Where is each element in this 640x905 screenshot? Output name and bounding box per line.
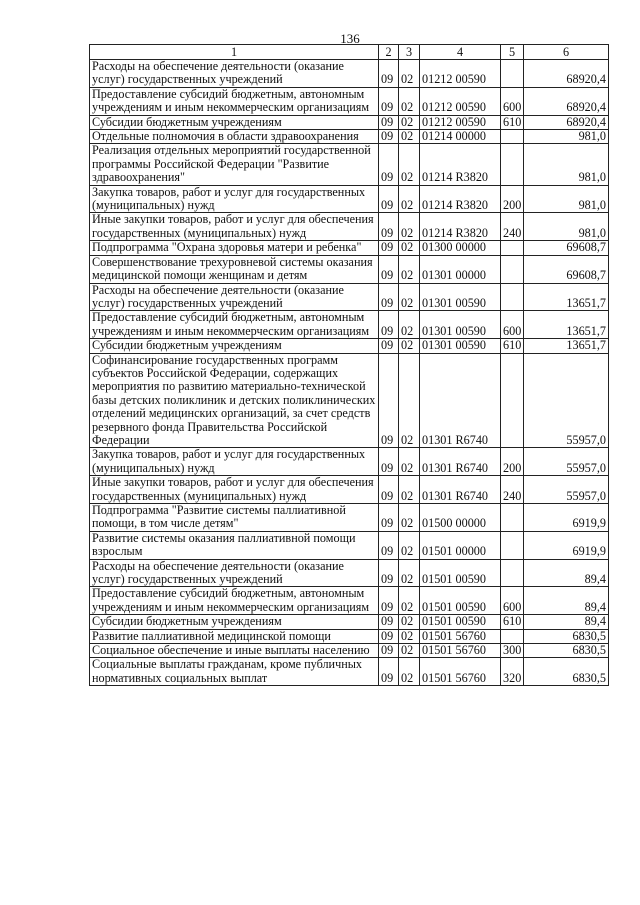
row-subsection: 02 [399,283,420,311]
row-amount: 6830,5 [524,658,609,686]
row-subsection: 02 [399,615,420,629]
row-section: 09 [379,255,399,283]
row-target-code: 01214 00000 [420,130,501,144]
row-amount: 55957,0 [524,476,609,504]
row-amount: 981,0 [524,213,609,241]
table-row [90,115,609,129]
row-expense-type [501,241,524,255]
row-name: Реализация отдельных мероприятий государственной программы Российской Федерации "Развитие здравоохранения" [90,144,379,185]
table-row [90,476,609,504]
row-amount: 69608,7 [524,241,609,255]
row-target-code: 01500 00000 [420,504,501,532]
row-amount: 6919,9 [524,531,609,559]
row-section: 09 [379,241,399,255]
row-target-code: 01301 00590 [420,311,501,339]
row-target-code: 01301 00590 [420,339,501,353]
row-expense-type: 300 [501,644,524,658]
row-section: 09 [379,130,399,144]
header-col-6: 6 [524,45,609,60]
row-section: 09 [379,213,399,241]
row-section: 09 [379,531,399,559]
row-expense-type: 240 [501,213,524,241]
row-expense-type: 240 [501,476,524,504]
row-expense-type [501,144,524,185]
row-name: Расходы на обеспечение деятельности (оказание услуг) государственных учреждений [90,60,379,88]
row-expense-type [501,559,524,587]
row-expense-type [501,531,524,559]
row-expense-type [501,130,524,144]
row-subsection: 02 [399,60,420,88]
row-expense-type: 320 [501,658,524,686]
row-amount: 55957,0 [524,448,609,476]
table-row [90,283,609,311]
row-section: 09 [379,311,399,339]
row-name: Иные закупки товаров, работ и услуг для обеспечения государственных (муниципальных) нужд [90,476,379,504]
table-body [90,60,609,686]
row-subsection: 02 [399,115,420,129]
row-section: 09 [379,559,399,587]
header-col-3: 3 [399,45,420,60]
row-name: Социальные выплаты гражданам, кроме публичных нормативных социальных выплат [90,658,379,686]
row-amount: 981,0 [524,185,609,213]
row-name: Подпрограмма "Охрана здоровья матери и ребенка" [90,241,379,255]
table-row [90,587,609,615]
row-name: Субсидии бюджетным учреждениям [90,339,379,353]
row-subsection: 02 [399,87,420,115]
row-subsection: 02 [399,476,420,504]
table-row [90,87,609,115]
row-section: 09 [379,448,399,476]
table-row [90,130,609,144]
row-name: Совершенствование трехуровневой системы оказания медицинской помощи женщинам и детям [90,255,379,283]
row-amount: 69608,7 [524,255,609,283]
header-col-1: 1 [90,45,379,60]
row-amount: 68920,4 [524,115,609,129]
row-target-code: 01501 00590 [420,587,501,615]
row-amount: 89,4 [524,615,609,629]
row-subsection: 02 [399,353,420,448]
row-expense-type [501,283,524,311]
row-target-code: 01301 R6740 [420,476,501,504]
row-amount: 68920,4 [524,60,609,88]
table-row [90,504,609,532]
table-row [90,615,609,629]
row-section: 09 [379,339,399,353]
row-amount: 6830,5 [524,644,609,658]
row-target-code: 01212 00590 [420,60,501,88]
table-row [90,339,609,353]
row-name: Развитие паллиативной медицинской помощи [90,629,379,643]
row-target-code: 01214 R3820 [420,213,501,241]
row-name: Предоставление субсидий бюджетным, автономным учреждениям и иным некоммерческим организациям [90,87,379,115]
row-subsection: 02 [399,587,420,615]
row-amount: 13651,7 [524,311,609,339]
row-name: Иные закупки товаров, работ и услуг для обеспечения государственных (муниципальных) нужд [90,213,379,241]
row-subsection: 02 [399,531,420,559]
row-subsection: 02 [399,144,420,185]
row-target-code: 01501 56760 [420,629,501,643]
row-name: Развитие системы оказания паллиативной помощи взрослым [90,531,379,559]
row-subsection: 02 [399,448,420,476]
row-target-code: 01501 00590 [420,559,501,587]
table-row [90,144,609,185]
row-section: 09 [379,144,399,185]
header-col-5: 5 [501,45,524,60]
table-row [90,255,609,283]
row-expense-type [501,353,524,448]
row-section: 09 [379,504,399,532]
row-expense-type: 600 [501,311,524,339]
row-target-code: 01301 R6740 [420,353,501,448]
row-subsection: 02 [399,311,420,339]
row-expense-type: 600 [501,87,524,115]
row-expense-type [501,60,524,88]
row-expense-type [501,504,524,532]
table-row [90,559,609,587]
row-section: 09 [379,60,399,88]
row-section: 09 [379,283,399,311]
row-section: 09 [379,587,399,615]
budget-table [89,44,609,686]
table-row [90,241,609,255]
row-section: 09 [379,644,399,658]
row-subsection: 02 [399,213,420,241]
table-row [90,629,609,643]
row-amount: 6830,5 [524,629,609,643]
row-subsection: 02 [399,255,420,283]
table-row [90,658,609,686]
row-name: Расходы на обеспечение деятельности (оказание услуг) государственных учреждений [90,283,379,311]
table-header-row [90,45,609,60]
row-subsection: 02 [399,241,420,255]
row-amount: 13651,7 [524,283,609,311]
header-col-4: 4 [420,45,501,60]
row-name: Предоставление субсидий бюджетным, автономным учреждениям и иным некоммерческим организациям [90,311,379,339]
row-subsection: 02 [399,559,420,587]
row-name: Предоставление субсидий бюджетным, автономным учреждениям и иным некоммерческим организациям [90,587,379,615]
table-row [90,311,609,339]
row-expense-type [501,255,524,283]
table-row [90,353,609,448]
row-subsection: 02 [399,504,420,532]
row-section: 09 [379,658,399,686]
row-expense-type: 200 [501,185,524,213]
row-section: 09 [379,353,399,448]
row-amount: 68920,4 [524,87,609,115]
table-row [90,60,609,88]
row-amount: 981,0 [524,130,609,144]
row-target-code: 01212 00590 [420,115,501,129]
header-col-2: 2 [379,45,399,60]
row-name: Расходы на обеспечение деятельности (оказание услуг) государственных учреждений [90,559,379,587]
table-row [90,531,609,559]
row-name: Закупка товаров, работ и услуг для государственных (муниципальных) нужд [90,185,379,213]
row-expense-type: 610 [501,339,524,353]
row-subsection: 02 [399,185,420,213]
table-row [90,448,609,476]
row-target-code: 01501 56760 [420,658,501,686]
row-section: 09 [379,476,399,504]
row-expense-type: 610 [501,615,524,629]
row-amount: 89,4 [524,559,609,587]
table-row [90,213,609,241]
row-section: 09 [379,87,399,115]
row-subsection: 02 [399,339,420,353]
row-section: 09 [379,629,399,643]
row-name: Субсидии бюджетным учреждениям [90,115,379,129]
row-subsection: 02 [399,130,420,144]
row-expense-type: 200 [501,448,524,476]
row-expense-type [501,629,524,643]
row-target-code: 01214 R3820 [420,185,501,213]
row-amount: 55957,0 [524,353,609,448]
row-name: Отдельные полномочия в области здравоохранения [90,130,379,144]
row-amount: 6919,9 [524,504,609,532]
table-row [90,644,609,658]
row-section: 09 [379,115,399,129]
row-amount: 89,4 [524,587,609,615]
row-name: Закупка товаров, работ и услуг для государственных (муниципальных) нужд [90,448,379,476]
row-name: Социальное обеспечение и иные выплаты населению [90,644,379,658]
row-name: Софинансирование государственных программ субъектов Российской Федерации, содержащих мероприятия по развитию материально-технической базы детских поликлиник и детских поликлинических отделений медицинских организаций, за счет средств резервного фонда Правительства Российской Федерации [90,353,379,448]
row-target-code: 01301 00000 [420,255,501,283]
row-subsection: 02 [399,644,420,658]
row-target-code: 01300 00000 [420,241,501,255]
table-row [90,185,609,213]
row-amount: 981,0 [524,144,609,185]
row-name: Субсидии бюджетным учреждениям [90,615,379,629]
row-expense-type: 610 [501,115,524,129]
row-target-code: 01212 00590 [420,87,501,115]
row-target-code: 01501 56760 [420,644,501,658]
row-target-code: 01301 R6740 [420,448,501,476]
row-section: 09 [379,615,399,629]
row-target-code: 01301 00590 [420,283,501,311]
row-amount: 13651,7 [524,339,609,353]
row-target-code: 01501 00000 [420,531,501,559]
row-expense-type: 600 [501,587,524,615]
row-subsection: 02 [399,629,420,643]
row-name: Подпрограмма "Развитие системы паллиативной помощи, в том числе детям" [90,504,379,532]
row-target-code: 01214 R3820 [420,144,501,185]
row-subsection: 02 [399,658,420,686]
row-target-code: 01501 00590 [420,615,501,629]
row-section: 09 [379,185,399,213]
page-number: 136 [340,31,360,46]
